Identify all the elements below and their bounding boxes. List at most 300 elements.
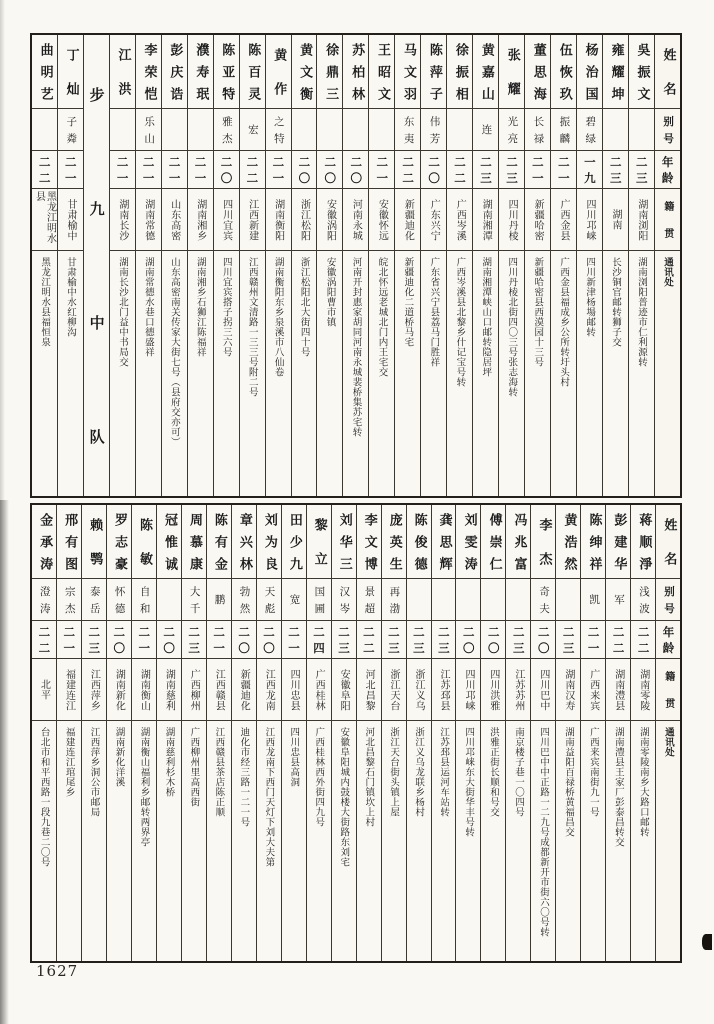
entry-native-place: 湖南澧县 <box>606 659 630 721</box>
directory-entry-column <box>395 35 421 496</box>
entry-alias: 雅 杰 <box>214 109 239 151</box>
entry-address: 湖南长沙北门益中书局交 <box>116 257 128 367</box>
entry-address: 浙江义乌龙联乡杨村 <box>413 727 425 817</box>
entry-native-place: 新疆哈密 <box>525 189 550 251</box>
entry-address: 江西赣州文清路一三三号附二号 <box>246 257 258 397</box>
entry-name: 雍 耀 坤 <box>603 35 628 109</box>
entry-alias: 天 彪 <box>257 579 281 621</box>
entry-address: 湖南常德水巷口德盛祥 <box>142 257 154 357</box>
directory-entry-column <box>132 505 157 961</box>
entry-address: 安徽阜阳城内鼓楼大街路东刘宅 <box>338 727 350 867</box>
entry-age: 二 二 <box>631 621 655 659</box>
header-age-label: 年 龄 <box>656 621 680 659</box>
directory-entry-column <box>506 505 531 961</box>
entry-name: 董 思 海 <box>525 35 550 109</box>
entry-native-place: 江西新建 <box>240 189 265 251</box>
entry-address: 黑龙江明水县福恒泉 <box>39 257 51 347</box>
entry-native-place: 浙江义乌 <box>407 659 431 721</box>
entry-name: 吳 振 文 <box>629 35 654 109</box>
entry-age: 二 〇 <box>456 621 480 659</box>
entry-alias <box>629 109 654 151</box>
header-address-label: 通 讯 处 <box>662 727 674 757</box>
directory-entry-column <box>603 35 629 496</box>
entry-native-place: 山东高密 <box>162 189 187 251</box>
entry-age: 二 一 <box>188 151 213 189</box>
entry-name: 蒋 顺 淨 <box>631 505 655 579</box>
directory-entry-column <box>182 505 207 961</box>
entry-native-place: 江西赣县 <box>207 659 231 721</box>
entry-age: 二 三 <box>332 621 356 659</box>
entry-alias <box>188 109 213 151</box>
entry-alias: 凯 <box>581 579 605 621</box>
directory-entry-column <box>307 505 332 961</box>
entry-age: 二 二 <box>357 621 381 659</box>
entry-name: 杨 治 国 <box>577 35 602 109</box>
entry-address: 四川丹棱北街四〇三号张志海转 <box>506 257 518 397</box>
entry-address: 广东省兴宁县荔马门胜祥 <box>428 257 440 367</box>
entry-alias <box>556 579 580 621</box>
entry-alias <box>432 579 456 621</box>
entry-name: 王 昭 文 <box>369 35 394 109</box>
entry-address: 四川巴中中正路一二九号成都新开市街六〇号转 <box>537 727 549 937</box>
entry-native-place: 湖南 <box>603 189 628 251</box>
entry-native-place: 四川邛崃 <box>577 189 602 251</box>
entry-age: 二 〇 <box>481 621 505 659</box>
directory-entry-column <box>266 35 292 496</box>
entry-address: 山东高密南关传家大街七号（县府交亦可） <box>168 257 180 447</box>
entry-address: 湖南湘潭峡山口邮转隐居坪 <box>480 257 492 377</box>
entry-name: 陈 萍 子 <box>421 35 446 109</box>
entry-name: 黄 文 衡 <box>292 35 317 109</box>
header-name-label: 姓 名 <box>656 505 680 579</box>
entry-age: 二 一 <box>525 151 550 189</box>
entry-age: 二 三 <box>82 621 106 659</box>
entry-address: 迪化市经三路一二一号 <box>238 727 250 827</box>
entry-alias: 国 圃 <box>307 579 331 621</box>
entry-native-place: 湖南湘乡 <box>188 189 213 251</box>
scan-speck <box>702 934 712 950</box>
entry-age: 二 〇 <box>343 151 368 189</box>
entry-age: 二 一 <box>132 621 156 659</box>
entry-address: 洪雅正街长顺和号交 <box>488 727 500 817</box>
header-alias-label: 别 号 <box>655 109 680 151</box>
entry-alias: 勃 然 <box>232 579 256 621</box>
entry-age: 二 一 <box>110 151 135 189</box>
entry-age: 二 三 <box>182 621 206 659</box>
entry-name: 黄 嘉 山 <box>473 35 498 109</box>
entry-alias: 鹏 <box>207 579 231 621</box>
entry-address: 南京楼子巷一〇四号 <box>513 727 524 817</box>
entry-address: 新疆哈密县西漠园十三号 <box>532 257 544 367</box>
entry-address: 广西柳州里高西街 <box>188 727 200 807</box>
entry-address: 新疆迪化二道桥马宅 <box>402 257 414 347</box>
entry-name: 冯 兆 富 <box>506 505 530 579</box>
directory-table-top <box>30 33 682 498</box>
entry-age: 二 一 <box>57 621 81 659</box>
entry-age: 二 一 <box>551 151 576 189</box>
entry-alias: 自 和 <box>132 579 156 621</box>
entry-age: 一 九 <box>577 151 602 189</box>
entry-alias: 连 <box>473 109 498 151</box>
entry-address: 皖北怀远老城北门内王宅交 <box>376 257 388 377</box>
entry-age: 二 三 <box>603 151 628 189</box>
entry-name: 马 文 羽 <box>395 35 420 109</box>
entry-name: 徐 鼎 三 <box>317 35 342 109</box>
entry-alias: 宗 杰 <box>57 579 81 621</box>
entry-native-place: 新疆迪化 <box>232 659 256 721</box>
entry-native-place: 江西萍乡 <box>82 659 106 721</box>
entry-address: 湖南衡山福利乡邮转两界亭 <box>138 727 150 847</box>
entry-address: 江苏邳县运河车站转 <box>438 727 450 817</box>
entry-address: 四川邛崃东大街华丰号转 <box>463 727 475 837</box>
entry-alias <box>407 579 431 621</box>
entry-native-place: 湖南新化 <box>107 659 131 721</box>
entry-native-place: 新疆迪化 <box>395 189 420 251</box>
entry-native-place: 四川丹棱 <box>499 189 524 251</box>
entry-address: 四川宜宾搭子拐三六号 <box>220 257 232 357</box>
entry-age: 二 一 <box>581 621 605 659</box>
entry-age: 二 〇 <box>107 621 131 659</box>
entry-age: 二 三 <box>382 621 406 659</box>
directory-entry-column <box>432 505 457 961</box>
entry-address: 四川新津杨場邮转 <box>584 257 596 337</box>
directory-entry-column <box>382 505 407 961</box>
entry-native-place: 安徽涡阳 <box>317 189 342 251</box>
directory-entry-column <box>207 505 232 961</box>
entry-native-place: 福建连江 <box>57 659 81 721</box>
directory-entry-column <box>317 35 343 496</box>
entry-address: 安徽涡阳曹市镇 <box>324 257 336 327</box>
entry-name: 刘 华 三 <box>332 505 356 579</box>
entry-native-place: 河南永城 <box>343 189 368 251</box>
entry-alias: 宽 <box>282 579 306 621</box>
directory-entry-column <box>157 505 182 961</box>
entry-address: 河南开封惠家胡同河南永城裴桥集苏宅转 <box>350 257 362 437</box>
entry-address: 河北昌黎石门镇坎上村 <box>363 727 375 827</box>
entry-age: 二 三 <box>473 151 498 189</box>
entry-native-place: 江西龙南 <box>257 659 281 721</box>
entry-native-place: 广东兴宁 <box>421 189 446 251</box>
entry-native-place: 湖南衡山 <box>132 659 156 721</box>
entry-address: 湖南益阳百禄桥黄福昌交 <box>562 727 574 837</box>
entry-name: 曲 明 艺 <box>32 35 57 109</box>
entry-name: 江 洪 <box>110 35 135 109</box>
entry-address: 浙江天台街头镇上屋 <box>388 727 400 817</box>
entry-address: 广西桂林西外街四九号 <box>313 727 325 827</box>
entry-age: 二 三 <box>506 621 530 659</box>
entry-alias: 再 渤 <box>382 579 406 621</box>
entry-address: 江西赣县茶店陈正顺 <box>213 727 225 817</box>
entry-alias: 景 超 <box>357 579 381 621</box>
entry-address: 台北市和平西路一段九巷二〇号 <box>38 727 50 867</box>
unit-section-title: 步 九 中 队 <box>87 87 106 444</box>
entry-name: 章 兴 林 <box>232 505 256 579</box>
entry-name: 陈 百 灵 <box>240 35 265 109</box>
header-alias-label: 别 号 <box>656 579 680 621</box>
entry-alias: 光 亮 <box>499 109 524 151</box>
entry-name: 李 杰 <box>531 505 555 579</box>
entry-alias: 东 夷 <box>395 109 420 151</box>
entry-name: 彭 建 华 <box>606 505 630 579</box>
header-native-label: 籍 贯 <box>656 659 680 721</box>
directory-entry-column <box>240 35 266 496</box>
entry-address: 广西金县福成乡公所转圩头村 <box>558 257 570 387</box>
directory-entry-column <box>577 35 603 496</box>
entry-age: 二 一 <box>58 151 83 189</box>
entry-age: 二 一 <box>282 621 306 659</box>
entry-address: 福建连江琯尾乡 <box>63 727 75 797</box>
entry-age: 二 二 <box>32 621 56 659</box>
entry-alias <box>603 109 628 151</box>
entry-native-place: 浙江松阳 <box>292 189 317 251</box>
entry-age: 二 三 <box>629 151 654 189</box>
directory-entry-column <box>232 505 257 961</box>
entry-name: 陈 绅 祥 <box>581 505 605 579</box>
entry-alias <box>292 109 317 151</box>
entry-age: 二 三 <box>556 621 580 659</box>
entry-name: 陈 俊 德 <box>407 505 431 579</box>
entry-alias <box>506 579 530 621</box>
entry-name: 刘 为 良 <box>257 505 281 579</box>
entry-name: 赖 鹗 <box>82 505 106 579</box>
entry-name: 伍 恢 玖 <box>551 35 576 109</box>
entry-age: 二 一 <box>162 151 187 189</box>
entry-age: 二 一 <box>266 151 291 189</box>
entry-native-place: 湖南汉寿 <box>556 659 580 721</box>
entry-name: 龚 思 辉 <box>432 505 456 579</box>
entry-address: 湖南衡阳东乡泉溪市八仙卷 <box>272 257 284 377</box>
entry-alias: 浅 波 <box>631 579 655 621</box>
entry-age: 二 〇 <box>531 621 555 659</box>
directory-entry-column <box>107 505 132 961</box>
entry-name: 陈 敏 <box>132 505 156 579</box>
entry-name: 陈 有 金 <box>207 505 231 579</box>
entry-age: 二 一 <box>369 151 394 189</box>
header-age-label: 年 龄 <box>655 151 680 189</box>
entry-age: 二 二 <box>447 151 472 189</box>
entry-age: 二 三 <box>432 621 456 659</box>
entry-address: 长沙铜官邮转狮子交 <box>610 257 622 347</box>
entry-native-place: 湖南浏阳 <box>629 189 654 251</box>
entry-alias: 伟 芳 <box>421 109 446 151</box>
directory-entry-column <box>292 35 318 496</box>
entry-age: 二 二 <box>240 151 265 189</box>
directory-entry-column <box>214 35 240 496</box>
directory-entry-column <box>473 35 499 496</box>
entry-native-place: 广西柳州 <box>182 659 206 721</box>
entry-name: 刘 雯 涛 <box>456 505 480 579</box>
entry-alias <box>157 579 181 621</box>
entry-native-place: 安徽怀远 <box>369 189 394 251</box>
entry-native-place: 广西金县 <box>551 189 576 251</box>
directory-entry-column <box>32 505 57 961</box>
entry-alias: 长 禄 <box>525 109 550 151</box>
entry-alias: 宏 <box>240 109 265 151</box>
entry-alias: 子 粦 <box>58 109 83 151</box>
entry-name: 冠 惟 诚 <box>157 505 181 579</box>
page-number: 1627 <box>36 962 79 980</box>
entry-age: 二 〇 <box>257 621 281 659</box>
entry-alias <box>456 579 480 621</box>
entry-address: 浙江松阳北大街四十号 <box>298 257 310 357</box>
entry-native-place: 湖南常德 <box>136 189 161 251</box>
directory-entry-column <box>407 505 432 961</box>
scan-edge-shadow-top <box>0 0 5 500</box>
entry-alias: 之 特 <box>266 109 291 151</box>
entry-alias <box>369 109 394 151</box>
entry-age: 二 〇 <box>421 151 446 189</box>
entry-name: 徐 振 相 <box>447 35 472 109</box>
entry-address: 广西岑溪县北黎乡什记宝号转 <box>454 257 466 387</box>
directory-entry-column <box>581 505 606 961</box>
entry-address: 湖南澧县王家厂彭泰昌转交 <box>612 727 624 847</box>
entry-native-place: 安徽阜阳 <box>332 659 356 721</box>
directory-entry-column <box>447 35 473 496</box>
entry-native-place: 黑龙江明水县 <box>32 189 57 251</box>
directory-entry-column <box>481 505 506 961</box>
entry-alias: 碧 绿 <box>577 109 602 151</box>
directory-entry-column <box>32 35 58 496</box>
directory-entry-column <box>525 35 551 496</box>
header-address-label: 通 讯 处 <box>661 257 673 287</box>
entry-address: 湖南浏阳普迹市仁利源转 <box>636 257 647 367</box>
entry-alias: 汉 岑 <box>332 579 356 621</box>
entry-address: 广西来宾南街九一号 <box>587 727 599 817</box>
entry-native-place: 广西来宾 <box>581 659 605 721</box>
entry-age: 二 〇 <box>317 151 342 189</box>
entry-name: 庞 英 生 <box>382 505 406 579</box>
entry-age: 二 〇 <box>292 151 317 189</box>
entry-name: 李 荣 恺 <box>136 35 161 109</box>
entry-native-place: 浙江天台 <box>382 659 406 721</box>
directory-entry-column <box>162 35 188 496</box>
entry-alias <box>447 109 472 151</box>
entry-alias: 澄 涛 <box>32 579 56 621</box>
entry-native-place: 湖南零陵 <box>631 659 655 721</box>
directory-entry-column <box>343 35 369 496</box>
entry-address: 江西萍乡洞公市邮局 <box>88 727 100 817</box>
entry-age: 二 二 <box>606 621 630 659</box>
entry-native-place: 四川宜宾 <box>214 189 239 251</box>
directory-entry-column <box>629 35 655 496</box>
entry-age: 二 一 <box>136 151 161 189</box>
entry-age: 二 〇 <box>157 621 181 659</box>
entry-name: 李 文 博 <box>357 505 381 579</box>
entry-alias: 振 麟 <box>551 109 576 151</box>
entry-alias: 乐 山 <box>136 109 161 151</box>
directory-entry-column <box>58 35 84 496</box>
directory-entry-column <box>110 35 136 496</box>
entry-name: 彭 庆 诰 <box>162 35 187 109</box>
entry-name: 傅 崇 仁 <box>481 505 505 579</box>
entry-alias: 奇 夫 <box>531 579 555 621</box>
entry-alias: 怀 德 <box>107 579 131 621</box>
directory-entry-column <box>606 505 631 961</box>
entry-native-place: 广西桂林 <box>307 659 331 721</box>
entry-alias <box>162 109 187 151</box>
directory-entry-column <box>556 505 581 961</box>
entry-alias <box>317 109 342 151</box>
table-header-column <box>655 35 680 496</box>
scan-edge-shadow <box>0 500 9 1024</box>
entry-name: 罗 志 豪 <box>107 505 131 579</box>
entry-address: 湖南新化洋溪 <box>113 727 125 787</box>
directory-entry-column <box>282 505 307 961</box>
entry-name: 田 少 九 <box>282 505 306 579</box>
entry-name: 周 慕 康 <box>182 505 206 579</box>
entry-address: 湖南慈利杉木桥 <box>163 727 175 797</box>
directory-entry-column <box>57 505 82 961</box>
entry-address: 湖南湘乡石狮江陈福祥 <box>194 257 206 357</box>
entry-alias <box>32 109 57 151</box>
directory-entry-column <box>456 505 481 961</box>
entry-name: 邢 有 图 <box>57 505 81 579</box>
header-native-label: 籍 贯 <box>655 189 680 251</box>
entry-name: 丁 灿 <box>58 35 83 109</box>
header-name-label: 姓 名 <box>655 35 680 109</box>
entry-name: 濮 寿 珉 <box>188 35 213 109</box>
entry-address: 江西龙南下西门天灯下刘大夫第 <box>263 727 275 867</box>
entry-age: 二 四 <box>307 621 331 659</box>
entry-native-place: 江苏邳县 <box>432 659 456 721</box>
entry-age: 二 二 <box>32 151 57 189</box>
directory-table-bottom <box>30 503 682 963</box>
entry-native-place: 甘肃榆中 <box>58 189 83 251</box>
entry-native-place: 湖南衡阳 <box>266 189 291 251</box>
entry-name: 黎 立 <box>307 505 331 579</box>
entry-alias: 大 千 <box>182 579 206 621</box>
entry-address: 四川忠县高洞 <box>288 727 300 787</box>
entry-native-place: 北平 <box>32 659 56 721</box>
table-header-column <box>656 505 680 961</box>
entry-age: 二 〇 <box>214 151 239 189</box>
directory-entry-column <box>357 505 382 961</box>
entry-age: 二 三 <box>407 621 431 659</box>
entry-age: 二 三 <box>499 151 524 189</box>
directory-entry-column <box>369 35 395 496</box>
entry-native-place: 广西岑溪 <box>447 189 472 251</box>
directory-entry-column <box>631 505 656 961</box>
entry-native-place: 四川忠县 <box>282 659 306 721</box>
directory-entry-column <box>257 505 282 961</box>
entry-name: 黄 浩 然 <box>556 505 580 579</box>
entry-alias <box>343 109 368 151</box>
entry-address: 湖南零陵南乡大路口邮转 <box>637 727 649 837</box>
entry-alias: 泰 岳 <box>82 579 106 621</box>
entry-alias: 军 <box>606 579 630 621</box>
entry-name: 黄 作 <box>266 35 291 109</box>
entry-alias <box>481 579 505 621</box>
directory-entry-column <box>421 35 447 496</box>
entry-age: 二 一 <box>207 621 231 659</box>
entry-age: 二 〇 <box>232 621 256 659</box>
entry-native-place: 四川邛崃 <box>456 659 480 721</box>
entry-native-place: 江苏苏州 <box>506 659 530 721</box>
directory-entry-column <box>332 505 357 961</box>
entry-native-place: 湖南长沙 <box>110 189 135 251</box>
entry-native-place: 湖南慈利 <box>157 659 181 721</box>
entry-name: 张 耀 <box>499 35 524 109</box>
entry-native-place: 四川巴中 <box>531 659 555 721</box>
entry-name: 陈 亚 特 <box>214 35 239 109</box>
directory-entry-column <box>551 35 577 496</box>
directory-entry-column <box>188 35 214 496</box>
unit-section-column <box>84 35 110 496</box>
entry-name: 苏 柏 林 <box>343 35 368 109</box>
entry-native-place: 四川洪雅 <box>481 659 505 721</box>
entry-age: 二 二 <box>395 151 420 189</box>
entry-name: 金 承 涛 <box>32 505 56 579</box>
